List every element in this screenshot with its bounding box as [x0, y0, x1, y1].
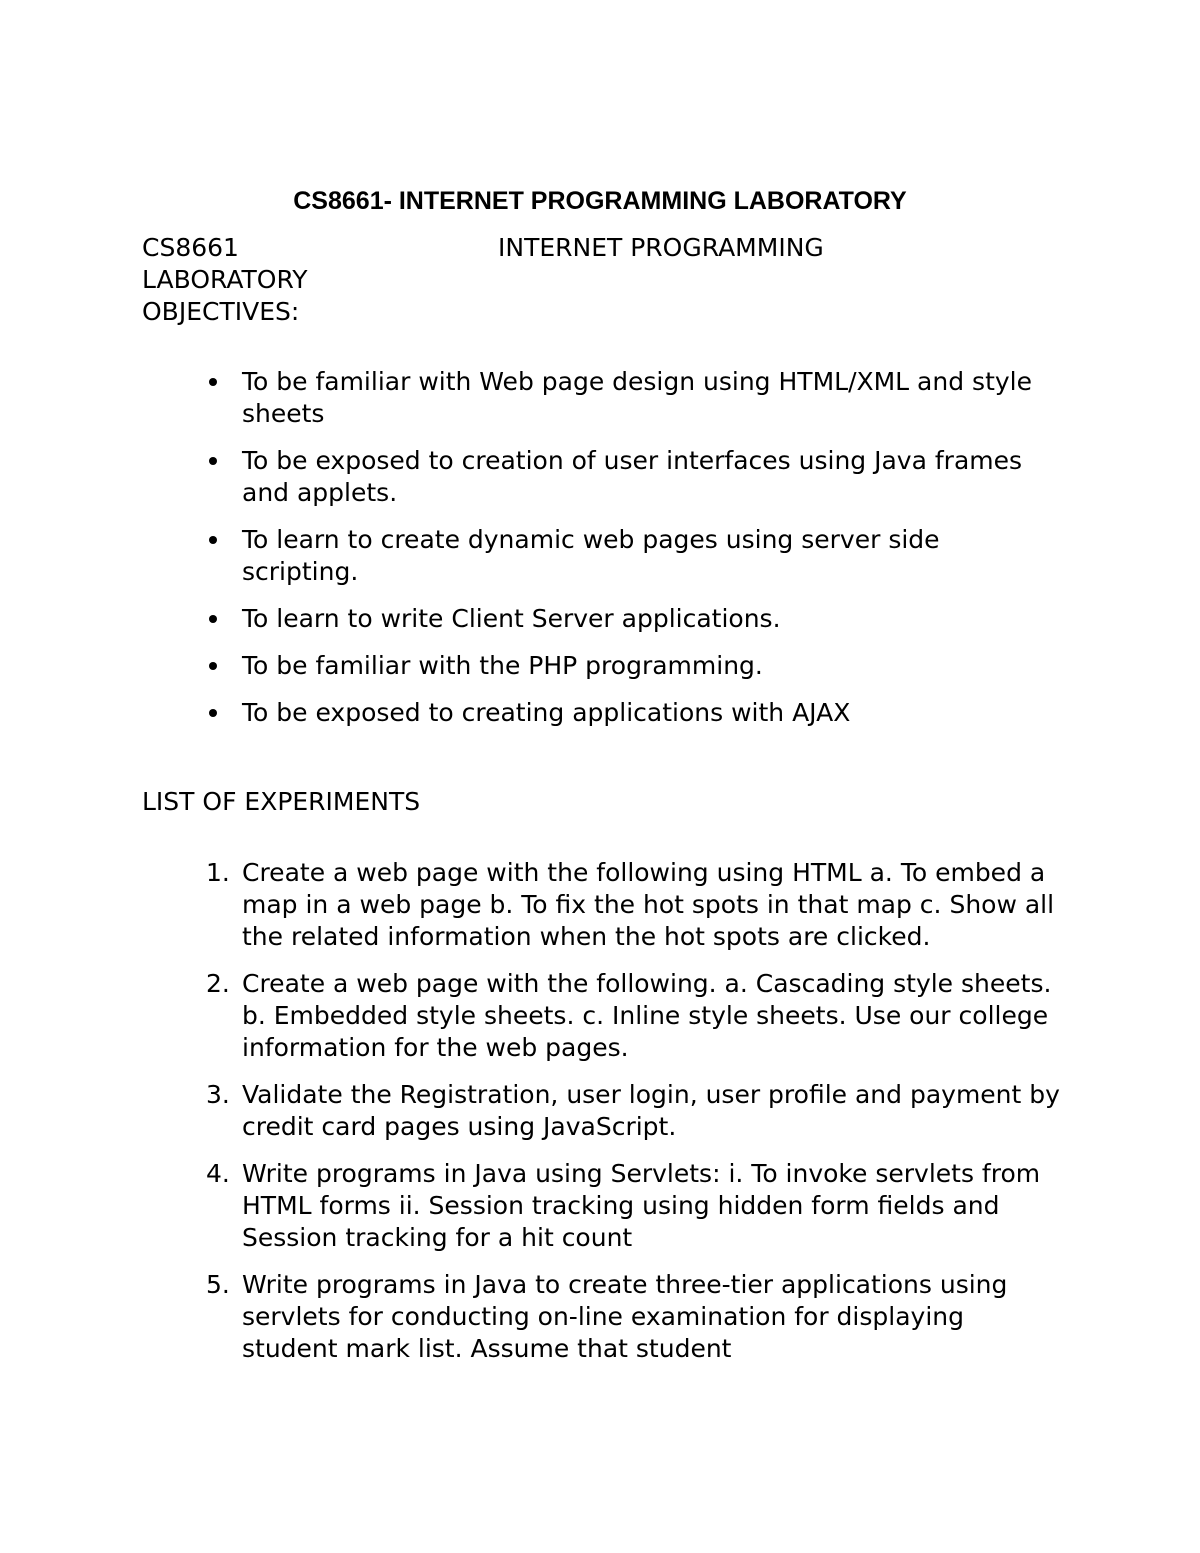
experiment-item [142, 968, 1062, 1064]
experiment-item [142, 857, 1062, 953]
course-heading-line-1 [142, 232, 1042, 264]
experiment-item [142, 1079, 1062, 1143]
experiment-item [142, 1269, 1062, 1365]
objective-item [142, 445, 1062, 509]
course-name: INTERNET PROGRAMMING [498, 233, 824, 262]
objective-item [142, 697, 1062, 729]
bullet-icon [209, 378, 217, 386]
objective-text: To be familiar with Web page design using HTML/XML and style sheets [242, 367, 1032, 428]
experiment-text: Create a web page with the following. a. Cascading style sheets. b. Embedded style sheets. c. Inline style sheets. Use our college information for the web pages. [242, 969, 1052, 1062]
experiment-number: 5. [206, 1270, 230, 1299]
experiment-number: 3. [206, 1080, 230, 1109]
objective-item [142, 603, 1062, 635]
bullet-icon [209, 536, 217, 544]
objective-item [142, 650, 1062, 682]
experiment-text: Write programs in Java to create three-tier applications using servlets for conducting on-line examination for displaying student mark list. Assume that student [242, 1270, 1008, 1363]
objective-item [142, 366, 1062, 430]
experiment-text: Create a web page with the following using HTML a. To embed a map in a web page b. To fix the hot spots in that map c. Show all the related information when the hot spots are clicked. [242, 858, 1055, 951]
document-title: CS8661- INTERNET PROGRAMMING LABORATORY [293, 187, 907, 215]
objective-item [142, 524, 1062, 588]
bullet-icon [209, 662, 217, 670]
experiment-item [142, 1158, 1062, 1254]
experiments-heading: LIST OF EXPERIMENTS [142, 787, 421, 816]
experiment-number: 2. [206, 969, 230, 998]
course-heading [142, 232, 1042, 328]
objectives-list [142, 366, 1062, 744]
objective-text: To learn to write Client Server applications. [242, 604, 781, 633]
experiment-text: Write programs in Java using Servlets: i. To invoke servlets from HTML forms ii. Session tracking using hidden form fields and Session tracking for a hit count [242, 1159, 1041, 1252]
experiment-text: Validate the Registration, user login, user profile and payment by credit card pages using JavaScript. [242, 1080, 1060, 1141]
course-code: CS8661 [142, 233, 239, 262]
experiment-number: 4. [206, 1159, 230, 1188]
course-heading-line-2: LABORATORY [142, 265, 308, 294]
experiment-number: 1. [206, 858, 230, 887]
bullet-icon [209, 615, 217, 623]
bullet-icon [209, 457, 217, 465]
objectives-label: OBJECTIVES: [142, 297, 300, 326]
objective-text: To be exposed to creating applications with AJAX [242, 698, 851, 727]
experiments-list [142, 857, 1062, 1380]
objective-text: To be exposed to creation of user interfaces using Java frames and applets. [242, 446, 1023, 507]
objective-text: To learn to create dynamic web pages using server side scripting. [242, 525, 940, 586]
objective-text: To be familiar with the PHP programming. [242, 651, 763, 680]
bullet-icon [209, 709, 217, 717]
